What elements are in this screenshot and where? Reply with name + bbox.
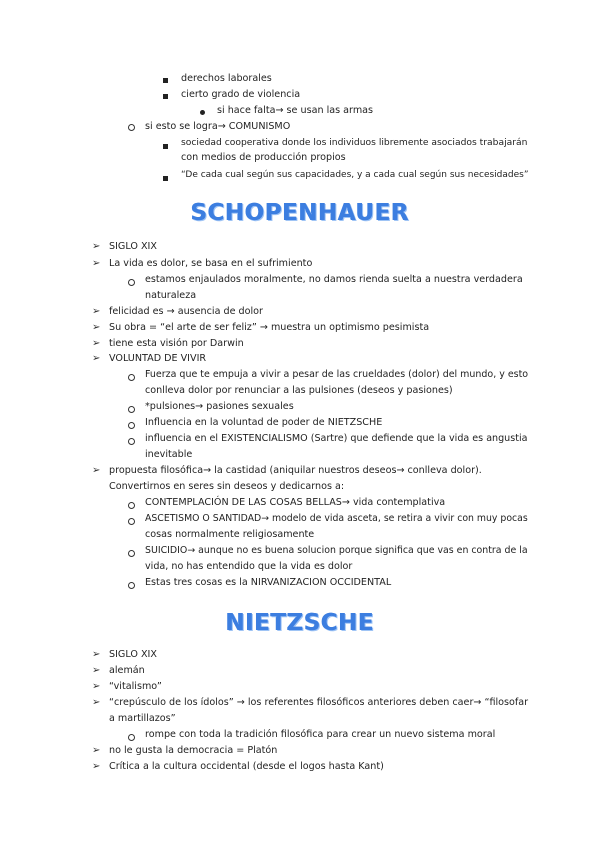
circle-bullet-icon <box>128 580 135 594</box>
list-item-violencia: cierto grado de violencia <box>181 89 301 100</box>
list-item-suicidio-line1: SUICIDIO→ aunque no es buena solucion porque significa que vas en contra de la <box>145 545 528 556</box>
list-item-ascetismo-line2: cosas normalmente religiosamente <box>145 529 315 540</box>
circle-bullet-icon <box>128 516 135 530</box>
arrow-bullet-icon: ➢ <box>92 338 101 349</box>
arrow-bullet-icon: ➢ <box>92 649 101 660</box>
arrow-bullet-icon: ➢ <box>92 306 101 317</box>
circle-bullet-icon <box>128 404 135 418</box>
dot-bullet-icon <box>200 106 205 120</box>
list-item-cita: “De cada cual según sus capacidades, y a cada cual según sus necesidades” <box>181 170 529 180</box>
square-bullet-icon <box>163 172 168 186</box>
list-item-nirvanizacion: Estas tres cosas es la NIRVANIZACION OCCIDENTAL <box>145 577 392 588</box>
square-bullet-icon <box>163 90 168 104</box>
list-item-derechos: derechos laborales <box>181 73 272 84</box>
list-item-existencialismo-line2: inevitable <box>145 449 193 460</box>
arrow-bullet-icon: ➢ <box>92 258 101 269</box>
list-item-obra: Su obra = “el arte de ser feliz” → muestra un optimismo pesimista <box>109 322 430 333</box>
list-item-sociedad-line1: sociedad cooperativa donde los individuos libremente asociados trabajarán <box>181 137 528 148</box>
list-item-fuerza-line2: conlleva dolor por renunciar a las pulsiones (deseos y pasiones) <box>145 385 453 396</box>
list-item-enjaulados-line1: estamos enjaulados moralmente, no damos rienda suelta a nuestra verdadera <box>145 274 523 285</box>
circle-bullet-icon <box>128 122 135 136</box>
square-bullet-icon <box>163 74 168 88</box>
arrow-bullet-icon: ➢ <box>92 353 101 364</box>
circle-bullet-icon <box>128 420 135 434</box>
square-bullet-icon <box>163 140 168 154</box>
list-item-ascetismo-line1: ASCETISMO O SANTIDAD→ modelo de vida asceta, se retira a vivir con muy pocas <box>145 513 528 524</box>
list-item-contemplacion: CONTEMPLACIÓN DE LAS COSAS BELLAS→ vida contemplativa <box>145 497 446 508</box>
list-item-democracia: no le gusta la democracia = Platón <box>109 745 278 756</box>
circle-bullet-icon <box>128 372 135 386</box>
list-item-crepusculo-line2: a martillazos” <box>109 713 176 724</box>
list-item-existencialismo-line1: influencia en el EXISTENCIALISMO (Sartre) que defiende que la vida es angustia <box>145 433 528 444</box>
list-item-vida-dolor: La vida es dolor, se basa en el sufrimiento <box>109 258 313 269</box>
list-item-suicidio-line2: vida, no has entendido que la vida es dolor <box>145 561 353 572</box>
list-item-sociedad-line2: con medios de producción propios <box>181 152 346 163</box>
arrow-bullet-icon: ➢ <box>92 745 101 756</box>
arrow-bullet-icon: ➢ <box>92 241 101 252</box>
list-item-voluntad: VOLUNTAD DE VIVIR <box>109 353 207 364</box>
arrow-bullet-icon: ➢ <box>92 681 101 692</box>
list-item-rompe: rompe con toda la tradición filosófica para crear un nuevo sistema moral <box>145 729 496 740</box>
list-item-si-hace-falta: si hace falta→ se usan las armas <box>217 105 374 116</box>
arrow-bullet-icon: ➢ <box>92 697 101 708</box>
arrow-bullet-icon: ➢ <box>92 665 101 676</box>
list-item-siglo: SIGLO XIX <box>109 649 157 660</box>
arrow-bullet-icon: ➢ <box>92 465 101 476</box>
list-item-fuerza-line1: Fuerza que te empuja a vivir a pesar de las crueldades (dolor) del mundo, y esto <box>145 369 529 380</box>
list-item-pulsiones: *pulsiones→ pasiones sexuales <box>145 401 294 412</box>
list-item-aleman: alemán <box>109 665 145 676</box>
list-item-siglo: SIGLO XIX <box>109 241 157 252</box>
list-item-felicidad: felicidad es → ausencia de dolor <box>109 306 263 317</box>
section-title-schopenhauer: SCHOPENHAUER <box>190 200 410 226</box>
list-item-critica: Crítica a la cultura occidental (desde el logos hasta Kant) <box>109 761 384 772</box>
circle-bullet-icon <box>128 436 135 450</box>
list-item-vision: tiene esta visión por Darwin <box>109 338 244 349</box>
section-title-nietzsche: NIETZSCHE <box>225 610 375 636</box>
circle-bullet-icon <box>128 277 135 291</box>
list-item-influencia-nietzsche: Influencia en la voluntad de poder de NIETZSCHE <box>145 417 383 428</box>
list-item-comunismo: si esto se logra→ COMUNISMO <box>145 121 291 132</box>
list-item-crepusculo-line1: “crepúsculo de los ídolos” → los referentes filosóficos anteriores deben caer→ “filosofar <box>109 697 529 708</box>
arrow-bullet-icon: ➢ <box>92 761 101 772</box>
list-item-enjaulados-line2: naturaleza <box>145 290 197 301</box>
list-item-propuesta-line1: propuesta filosófica→ la castidad (aniquilar nuestros deseos→ conlleva dolor). <box>109 465 482 476</box>
arrow-bullet-icon: ➢ <box>92 322 101 333</box>
list-item-propuesta-line2: Convertirnos en seres sin deseos y dedicarnos a: <box>109 481 345 492</box>
circle-bullet-icon <box>128 548 135 562</box>
list-item-vitalismo: “vitalismo” <box>109 681 162 692</box>
circle-bullet-icon <box>128 500 135 514</box>
